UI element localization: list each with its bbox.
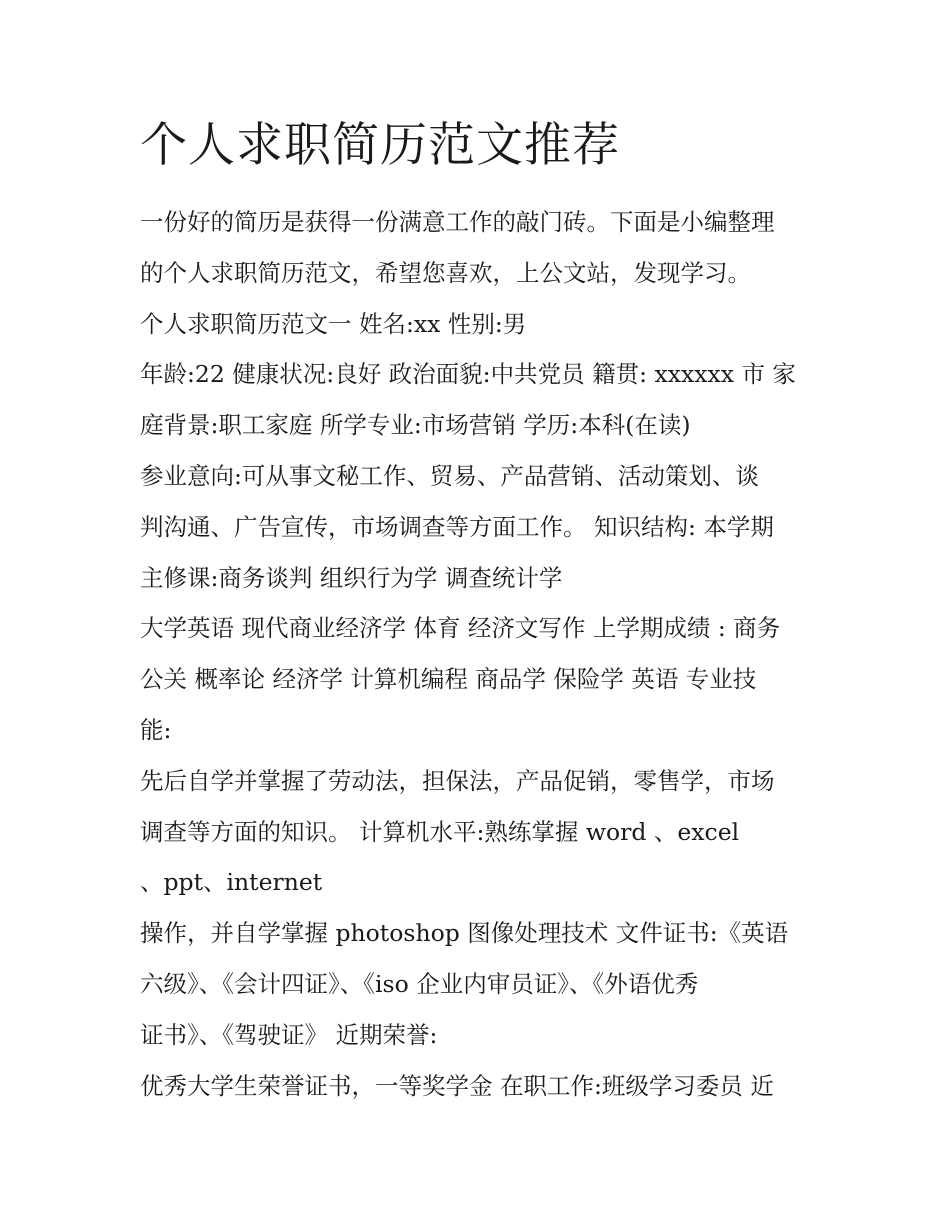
body-line: 调查等方面的知识。 计算机水平:熟练掌握 word 、excel [140, 817, 740, 846]
body-line: 的个人求职简历范文，希望您喜欢，上公文站，发现学习。 [140, 258, 751, 287]
body-line: 操作，并自学掌握 photoshop 图像处理技术 文件证书:《英语 [140, 919, 789, 948]
body-line: 能: [140, 715, 172, 744]
body-line: 优秀大学生荣誉证书，一等奖学金 在职工作:班级学习委员 近 [140, 1071, 774, 1100]
body-line: 参业意向:可从事文秘工作、贸易、产品营销、活动策划、谈 [140, 461, 759, 490]
body-line: 年龄:22 健康状况:良好 政治面貌:中共党员 籍贯: xxxxxx 市 家 [140, 360, 796, 389]
body-line: 、ppt、internet [140, 868, 323, 897]
body-line: 公关 概率论 经济学 计算机编程 商品学 保险学 英语 专业技 [140, 665, 757, 694]
body-line: 证书》、《驾驶证》 近期荣誉: [140, 1020, 438, 1049]
body-line: 六级》、《会计四证》、《iso 企业内审员证》、《外语优秀 [140, 969, 699, 998]
body-line: 个人求职简历范文一 姓名:xx 性别:男 [140, 309, 527, 338]
document-body [140, 197, 830, 1111]
body-line: 判沟通、广告宣传，市场调查等方面工作。 知识结构: 本学期 [140, 512, 774, 541]
body-line: 一份好的简历是获得一份满意工作的敲门砖。下面是小编整理 [140, 208, 775, 236]
body-line: 庭背景:职工家庭 所学专业:市场营销 学历:本科(在读) [140, 411, 691, 440]
body-line: 先后自学并掌握了劳动法，担保法，产品促销，零售学，市场 [140, 766, 775, 795]
body-line: 主修课:商务谈判 组织行为学 调查统计学 [140, 563, 563, 592]
body-line: 大学英语 现代商业经济学 体育 经济文写作 上学期成绩 : 商务 [140, 614, 781, 643]
document-title: 个人求职简历范文推荐 [140, 118, 620, 173]
